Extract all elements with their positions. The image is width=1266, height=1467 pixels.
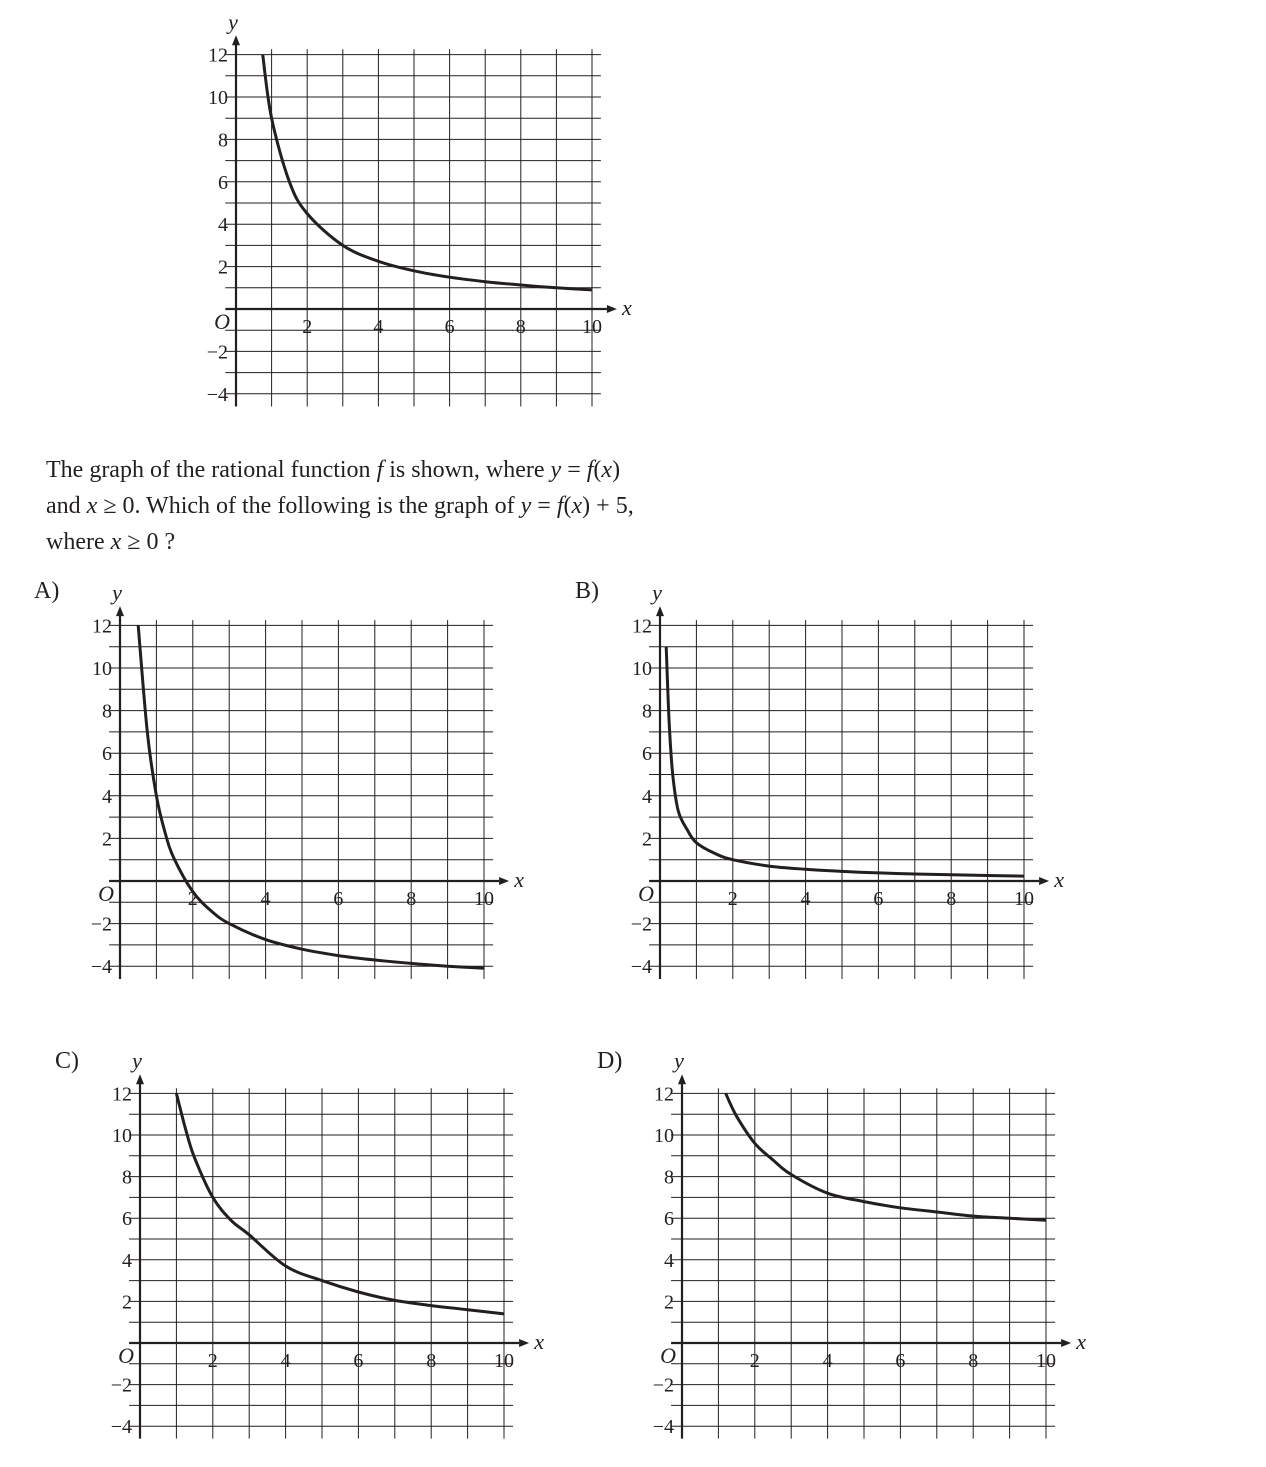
y-tick-label: −4: [110, 1416, 132, 1439]
x-axis-arrow: [1039, 877, 1049, 885]
x-tick-label: 6: [895, 1350, 906, 1372]
y-tick-label: 10: [208, 87, 228, 109]
y-axis-label: y: [228, 9, 238, 35]
y-tick-label: 6: [122, 1208, 132, 1231]
x-tick-label: 6: [873, 888, 884, 910]
question-text: [46, 452, 746, 560]
x-axis-label: x: [1054, 867, 1064, 892]
x-tick-label: 4: [822, 1350, 833, 1372]
y-axis-arrow: [116, 606, 124, 616]
y-tick-label: 4: [218, 214, 228, 237]
x-axis-arrow: [519, 1339, 529, 1347]
choice-label-a[interactable]: A): [34, 578, 60, 604]
y-tick-label: 4: [642, 785, 652, 808]
y-tick-label: 10: [112, 1125, 132, 1147]
y-axis-label: y: [132, 1048, 142, 1074]
origin-label: O: [660, 1343, 676, 1368]
grid: [129, 1088, 513, 1438]
y-tick-label: 4: [102, 785, 112, 808]
function-curve: [666, 647, 1024, 876]
origin-label: O: [118, 1343, 134, 1368]
y-tick-label: 4: [664, 1249, 674, 1272]
choice-label-c[interactable]: C): [55, 1048, 79, 1074]
y-tick-label: 10: [632, 658, 652, 680]
chart-given: [170, 0, 650, 430]
y-tick-label: −4: [652, 1416, 674, 1439]
x-tick-label: 8: [515, 316, 526, 338]
y-tick-label: −2: [110, 1374, 132, 1397]
x-tick-label: 4: [260, 888, 271, 910]
y-tick-label: −2: [90, 913, 112, 936]
x-tick-label: 10: [582, 316, 602, 338]
y-tick-label: 8: [102, 700, 112, 723]
y-tick-label: 8: [664, 1166, 674, 1189]
x-axis-label: x: [534, 1329, 544, 1354]
y-tick-label: −4: [90, 956, 112, 979]
y-tick-label: −4: [630, 956, 652, 979]
y-tick-label: 12: [632, 615, 652, 638]
chart-choice-b[interactable]: [590, 572, 1080, 1002]
x-tick-label: 2: [207, 1350, 218, 1372]
y-tick-label: −2: [630, 913, 652, 936]
x-tick-label: 8: [968, 1350, 979, 1372]
y-tick-label: 2: [102, 828, 112, 851]
x-tick-label: 6: [353, 1350, 364, 1372]
choice-label-d[interactable]: D): [597, 1048, 623, 1074]
origin-label: O: [638, 881, 654, 906]
x-axis-arrow: [1061, 1339, 1071, 1347]
x-tick-label: 4: [373, 316, 384, 338]
y-tick-label: 12: [112, 1083, 132, 1106]
x-axis-label: x: [1076, 1329, 1086, 1354]
question-line-3: where x ≥ 0 ?: [46, 529, 176, 555]
y-tick-label: 6: [218, 171, 228, 194]
chart-choice-c[interactable]: [70, 1042, 560, 1467]
choice-label-b[interactable]: B): [575, 578, 599, 604]
x-tick-label: 6: [444, 316, 455, 338]
x-tick-label: 8: [406, 888, 417, 910]
x-tick-label: 2: [727, 888, 738, 910]
x-tick-label: 8: [946, 888, 957, 910]
x-tick-label: 10: [474, 888, 494, 910]
y-tick-label: 2: [218, 256, 228, 279]
y-axis-arrow: [232, 35, 240, 45]
x-tick-label: 2: [187, 888, 198, 910]
y-tick-label: 12: [92, 615, 112, 638]
y-axis-label: y: [652, 580, 662, 606]
function-curve: [263, 55, 592, 290]
y-axis-arrow: [656, 606, 664, 616]
y-tick-label: 12: [208, 44, 228, 67]
x-tick-label: 2: [749, 1350, 760, 1372]
x-axis-label: x: [622, 295, 632, 320]
x-tick-label: 10: [494, 1350, 514, 1372]
y-tick-label: 6: [102, 743, 112, 766]
x-tick-label: 4: [800, 888, 811, 910]
y-tick-label: 6: [642, 743, 652, 766]
grid: [671, 1088, 1055, 1438]
y-tick-label: 8: [642, 700, 652, 723]
function-curve: [726, 1093, 1046, 1220]
x-tick-label: 8: [426, 1350, 437, 1372]
x-axis-arrow: [607, 305, 617, 313]
origin-label: O: [98, 881, 114, 906]
y-tick-label: 2: [122, 1291, 132, 1314]
y-tick-label: 8: [218, 129, 228, 152]
y-axis-arrow: [136, 1074, 144, 1084]
chart-choice-d[interactable]: [612, 1042, 1102, 1467]
y-tick-label: 12: [654, 1083, 674, 1106]
y-axis-label: y: [112, 580, 122, 606]
y-tick-label: 10: [92, 658, 112, 680]
y-tick-label: −2: [652, 1374, 674, 1397]
origin-label: O: [214, 309, 230, 334]
x-tick-label: 6: [333, 888, 344, 910]
chart-choice-a[interactable]: [50, 572, 540, 1002]
x-tick-label: 4: [280, 1350, 291, 1372]
question-line-2: and x ≥ 0. Which of the following is the graph of y = f(x) + 5,: [46, 493, 634, 519]
y-tick-label: −4: [206, 383, 228, 406]
function-curve: [138, 625, 484, 968]
y-axis-arrow: [678, 1074, 686, 1084]
y-tick-label: 10: [654, 1125, 674, 1147]
y-tick-label: 8: [122, 1166, 132, 1189]
y-tick-label: 4: [122, 1249, 132, 1272]
y-tick-label: 2: [664, 1291, 674, 1314]
grid: [225, 49, 601, 406]
y-tick-label: −2: [206, 341, 228, 364]
grid: [649, 620, 1033, 979]
x-tick-label: 10: [1036, 1350, 1056, 1372]
y-tick-label: 6: [664, 1208, 674, 1231]
x-tick-label: 2: [302, 316, 313, 338]
y-axis-label: y: [674, 1048, 684, 1074]
y-tick-label: 2: [642, 828, 652, 851]
question-line-1: The graph of the rational function f is shown, where y = f(x): [46, 457, 621, 483]
grid: [109, 620, 493, 979]
x-axis-arrow: [499, 877, 509, 885]
x-tick-label: 10: [1014, 888, 1034, 910]
x-axis-label: x: [514, 867, 524, 892]
